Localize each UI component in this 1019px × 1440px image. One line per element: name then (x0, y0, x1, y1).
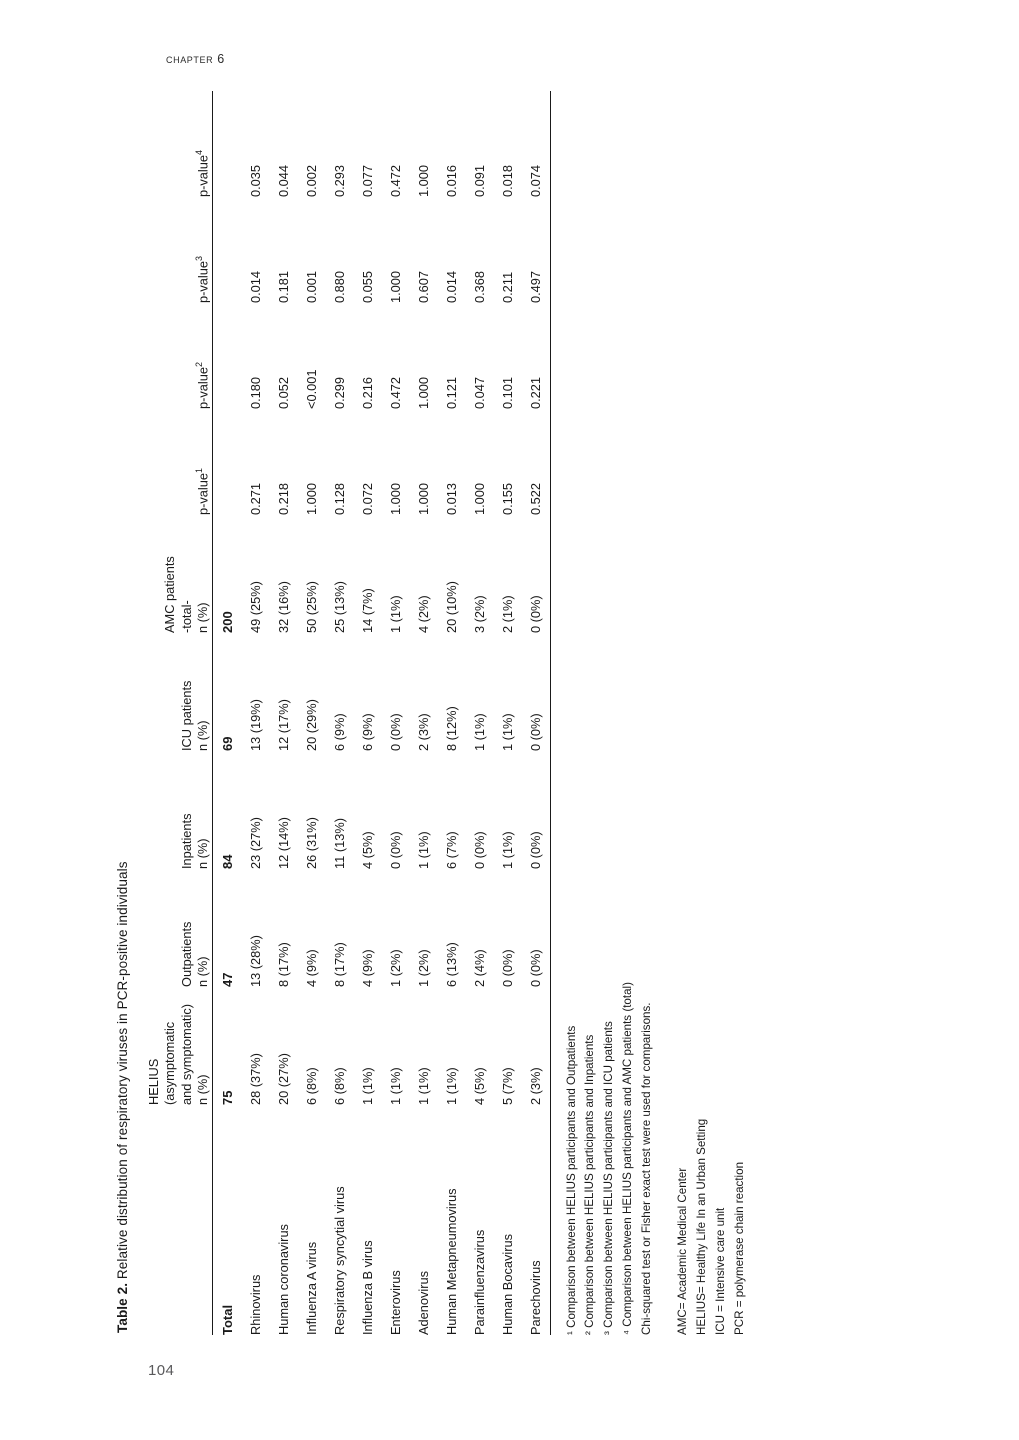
row-p3: 0.055 (360, 270, 375, 303)
row-p4: 0.077 (360, 164, 375, 197)
running-head-label: chapter 6 (166, 52, 225, 66)
row-p4: 1.000 (416, 164, 431, 197)
row-p3: 0.181 (276, 270, 291, 303)
table-row (438, 91, 466, 1335)
row-icu: 13 (19%) (248, 699, 263, 751)
row-icu: 6 (9%) (360, 713, 375, 751)
row-virus: Respiratory syncytial virus (332, 1186, 347, 1335)
footnote-4: ⁴ Comparison between HELIUS participants and AMC patients (total) (620, 982, 634, 1335)
row-outpatients: 1 (2%) (416, 949, 431, 987)
table-row (466, 91, 494, 1335)
abbreviation-pcr: PCR = polymerase chain reaction (732, 1161, 746, 1335)
row-p2: <0.001 (304, 369, 319, 409)
row-p3: 0.497 (522, 197, 551, 303)
row-outpatients: 13 (28%) (248, 935, 263, 987)
row-helius: 1 (1%) (388, 1067, 403, 1105)
col-header-pvalue-2 (146, 303, 212, 409)
row-virus: Parechovirus (522, 1105, 551, 1335)
col-header-outpatients (146, 869, 212, 987)
row-icu: 20 (29%) (304, 699, 319, 751)
row-p3: 0.014 (248, 270, 263, 303)
row-inpatients: 12 (14%) (276, 817, 291, 869)
row-amc: 4 (2%) (416, 595, 431, 633)
row-p1: 0.218 (276, 482, 291, 515)
row-virus: Adenovirus (416, 1270, 431, 1335)
col-header-amc-total-title: AMC patients (162, 556, 178, 633)
total-outpatients: 47 (219, 972, 235, 987)
row-p2: 1.000 (416, 376, 431, 409)
col-header-helius (146, 987, 212, 1105)
col-header-helius-title: HELIUS (146, 1058, 161, 1105)
row-amc: 0 (0%) (522, 515, 551, 633)
row-virus: Human Metapneumovirus (444, 1188, 459, 1335)
page-number: 104 (148, 1362, 175, 1379)
row-icu: 8 (12%) (444, 706, 459, 751)
row-p2: 0.299 (332, 376, 347, 409)
row-inpatients: 1 (1%) (416, 831, 431, 869)
row-virus: Parainfluenzavirus (472, 1229, 487, 1335)
table-row (354, 91, 382, 1335)
col-header-icu (146, 633, 212, 751)
col-header-outpatients-sub: n (%) (195, 956, 211, 987)
row-outpatients: 6 (13%) (444, 942, 459, 987)
row-inpatients: 0 (0%) (388, 831, 403, 869)
row-inpatients: 26 (31%) (304, 817, 319, 869)
row-amc: 14 (7%) (360, 588, 375, 633)
table-row (382, 91, 410, 1335)
row-p1: 0.271 (248, 482, 263, 515)
row-outpatients: 1 (2%) (388, 949, 403, 987)
row-icu: 6 (9%) (332, 713, 347, 751)
footnote-1: ¹ Comparison between HELIUS participants and Outpatients (564, 1025, 578, 1335)
row-icu: 2 (3%) (416, 713, 431, 751)
row-p1: 1.000 (416, 482, 431, 515)
col-header-inpatients (146, 751, 212, 869)
col-header-pvalue-3-title: p-value (195, 261, 211, 303)
table-row (494, 91, 522, 1335)
row-inpatients: 11 (13%) (332, 818, 347, 869)
row-amc: 2 (1%) (500, 595, 515, 633)
row-helius: 6 (8%) (332, 1067, 347, 1105)
table-header-row (146, 91, 212, 1335)
row-outpatients: 2 (4%) (472, 949, 487, 987)
row-amc: 3 (2%) (472, 595, 487, 633)
col-header-pvalue-1 (146, 409, 212, 515)
col-header-pvalue-2-sup: 2 (193, 362, 204, 368)
total-inpatients: 84 (219, 854, 235, 869)
col-header-pvalue-3 (146, 197, 212, 303)
row-virus: Influenza A virus (304, 1241, 319, 1335)
col-header-inpatients-sub: n (%) (195, 838, 211, 869)
row-virus: Human Bocavirus (500, 1234, 515, 1335)
row-p1: 0.155 (500, 482, 515, 515)
row-virus: Human coronavirus (276, 1224, 291, 1335)
row-helius: 1 (1%) (360, 1067, 375, 1105)
row-p1: 1.000 (304, 482, 319, 515)
row-outpatients: 4 (9%) (304, 949, 319, 987)
row-p4: 0.018 (500, 164, 515, 197)
row-p4: 0.472 (388, 164, 403, 197)
total-amc: 200 (219, 611, 235, 633)
row-p4: 0.044 (276, 164, 291, 197)
row-icu: 1 (1%) (500, 713, 515, 751)
col-header-icu-title: ICU patients (178, 680, 194, 751)
row-helius: 4 (5%) (472, 1067, 487, 1105)
total-p3 (212, 197, 242, 303)
row-p2: 0.216 (360, 376, 375, 409)
table-row (270, 91, 298, 1335)
abbreviation-amc: AMC= Academic Medical Center (676, 1167, 690, 1335)
col-header-pvalue-1-sup: 1 (193, 468, 204, 474)
row-p2: 0.047 (472, 376, 487, 409)
col-header-pvalue-4-sup: 4 (193, 150, 204, 156)
row-p2: 0.180 (248, 376, 263, 409)
footnote-test-note: Chi-squared test or Fisher exact test were used for comparisons. (639, 1002, 653, 1335)
row-virus: Rhinovirus (248, 1274, 263, 1335)
table-footnotes (563, 105, 657, 1335)
table-caption (115, 105, 130, 1333)
row-p4: 0.016 (444, 164, 459, 197)
row-p3: 0.001 (304, 270, 319, 303)
row-amc: 20 (10%) (444, 581, 459, 633)
row-icu: 1 (1%) (472, 713, 487, 751)
total-icu: 69 (219, 736, 235, 751)
table-row (242, 91, 270, 1335)
table-abbreviations (674, 105, 749, 1335)
table-row (326, 91, 354, 1335)
col-header-pvalue-2-title: p-value (195, 367, 211, 409)
row-virus: Influenza B virus (360, 1240, 375, 1335)
total-helius: 75 (219, 1090, 235, 1105)
col-header-amc-total-sub: -total- n (%) (178, 600, 211, 633)
row-virus: Enterovirus (388, 1270, 403, 1335)
row-helius: 1 (1%) (416, 1067, 431, 1105)
col-header-pvalue-4-title: p-value (195, 155, 211, 197)
row-icu: 0 (0%) (522, 633, 551, 751)
row-outpatients: 8 (17%) (332, 942, 347, 987)
table-caption-text: Relative distribution of respiratory viruses in PCR-positive individuals (115, 861, 130, 1283)
row-outpatients: 0 (0%) (500, 949, 515, 987)
total-p4 (212, 91, 242, 197)
row-inpatients: 6 (7%) (444, 831, 459, 869)
row-helius: 20 (27%) (276, 1053, 291, 1105)
col-header-pvalue-4 (146, 91, 212, 197)
table-caption-label: Table 2. (115, 1282, 130, 1333)
respiratory-virus-table (146, 91, 551, 1335)
row-p4: 0.293 (332, 164, 347, 197)
col-header-helius-sub: (asymptomatic and symptomatic) n (%) (162, 1004, 211, 1105)
row-outpatients: 0 (0%) (522, 869, 551, 987)
row-amc: 50 (25%) (304, 581, 319, 633)
row-p1: 0.128 (332, 482, 347, 515)
row-p2: 0.101 (500, 376, 515, 409)
row-p2: 0.221 (522, 303, 551, 409)
row-icu: 0 (0%) (388, 713, 403, 751)
row-p3: 0.368 (472, 270, 487, 303)
row-outpatients: 8 (17%) (276, 942, 291, 987)
row-p3: 0.014 (444, 270, 459, 303)
row-p2: 0.052 (276, 376, 291, 409)
row-p4: 0.002 (304, 164, 319, 197)
col-header-outpatients-title: Outpatients (178, 921, 194, 987)
row-p1: 0.522 (522, 409, 551, 515)
total-label: Total (219, 1304, 235, 1335)
col-header-icu-sub: n (%) (195, 720, 211, 751)
col-header-pvalue-3-sup: 3 (193, 256, 204, 262)
abbreviation-icu: ICU = Intensive care unit (713, 1207, 727, 1335)
row-p3: 0.211 (500, 271, 515, 303)
col-header-pvalue-1-title: p-value (195, 473, 211, 515)
total-p1 (212, 409, 242, 515)
row-amc: 49 (25%) (248, 581, 263, 633)
row-amc: 32 (16%) (276, 581, 291, 633)
row-inpatients: 0 (0%) (472, 831, 487, 869)
total-p2 (212, 303, 242, 409)
abbreviation-helius: HELIUS= Healthy Life In an Urban Setting (695, 1118, 709, 1335)
table-row (522, 91, 551, 1335)
row-amc: 1 (1%) (388, 595, 403, 633)
row-helius: 6 (8%) (304, 1067, 319, 1105)
row-p1: 0.072 (360, 482, 375, 515)
row-p2: 0.121 (444, 376, 459, 409)
row-p3: 0.880 (332, 270, 347, 303)
row-p4: 0.035 (248, 164, 263, 197)
row-helius: 5 (7%) (500, 1067, 515, 1105)
row-p2: 0.472 (388, 376, 403, 409)
row-outpatients: 4 (9%) (360, 949, 375, 987)
row-p3: 0.607 (416, 270, 431, 303)
row-p1: 0.013 (444, 482, 459, 515)
table-row-total (212, 91, 242, 1335)
row-inpatients: 4 (5%) (360, 831, 375, 869)
row-inpatients: 1 (1%) (500, 831, 515, 869)
table-row (298, 91, 326, 1335)
footnote-3: ³ Comparison between HELIUS participants and ICU patients (602, 1021, 616, 1335)
row-p1: 1.000 (388, 482, 403, 515)
row-inpatients: 0 (0%) (522, 751, 551, 869)
table-row (410, 91, 438, 1335)
col-header-amc-total (146, 515, 212, 633)
row-inpatients: 23 (27%) (248, 817, 263, 869)
row-icu: 12 (17%) (276, 699, 291, 751)
row-p1: 1.000 (472, 482, 487, 515)
footnote-2: ² Comparison between HELIUS participants and Inpatients (583, 1034, 597, 1335)
col-header-inpatients-title: Inpatients (178, 813, 194, 869)
row-p4: 0.074 (522, 91, 551, 197)
col-header-virus (146, 1105, 212, 1335)
row-helius: 2 (3%) (522, 987, 551, 1105)
row-helius: 1 (1%) (444, 1067, 459, 1105)
row-p4: 0.091 (472, 164, 487, 197)
row-helius: 28 (37%) (248, 1053, 263, 1105)
row-p3: 1.000 (388, 270, 403, 303)
row-amc: 25 (13%) (332, 581, 347, 633)
